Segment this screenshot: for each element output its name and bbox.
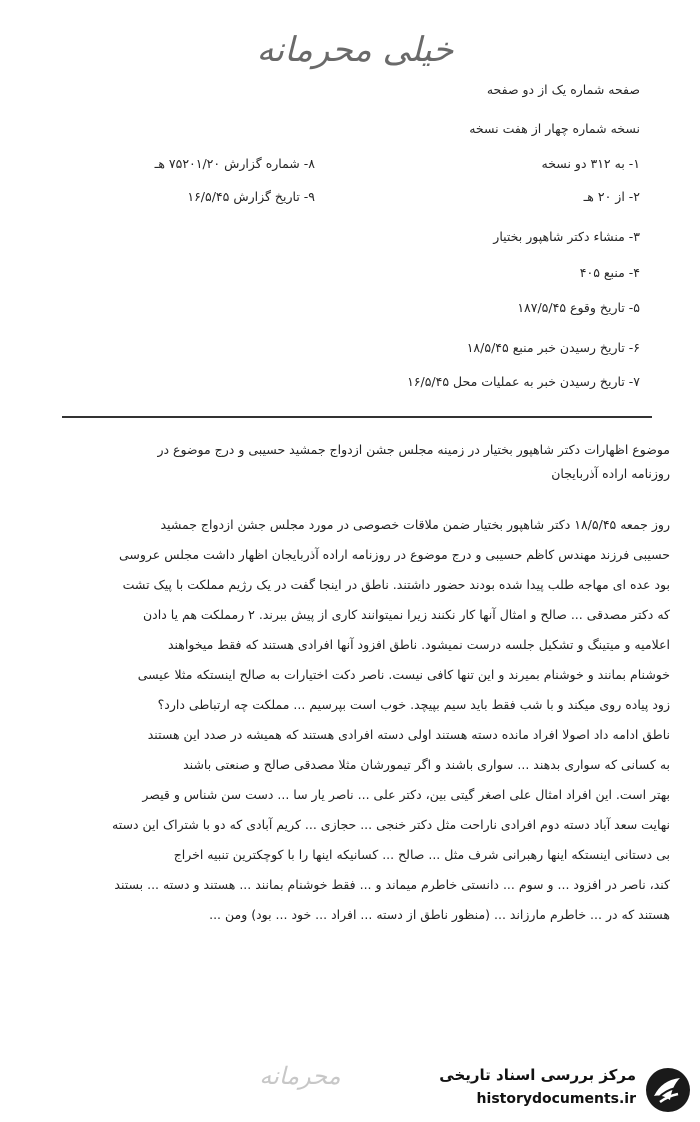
page-number-line: صفحه شماره یک از دو صفحه <box>486 82 640 97</box>
header-item-2: ۲- از ۲۰ هـ <box>583 189 640 204</box>
header-item-1: ۱- به ۳۱۲ دو نسخه <box>541 156 640 171</box>
body-line: خوشنام بمانند و خوشنام بمیرند و این تنها کافی نیست. ناصر دکت اختیارات به صالح اینستکه مثلا عیسی <box>137 667 670 682</box>
body-line: به کسانی که سواری بدهند ... سواری باشند و اگر تیمورشان مثلا مصدقی صالح و صنعتی باشند <box>183 757 670 772</box>
footer-stamp: محرمانه <box>259 1062 341 1090</box>
body-line: زود پیاده روی میکند و با شب فقط باید سیم بپیچد. خوب است بپرسیم ... مملکت چه ارتباطی دارد؟ <box>157 697 670 712</box>
body-line: بی دستانی اینستکه اینها رهبرانی شرف مثل ... صالح ... کسانیکه اینها را با کوچکترین تنبیه اخراج <box>173 847 670 862</box>
subject-line: موضوع اظهارات دکتر شاهپور بختیار در زمینه مجلس جشن ازدواج جمشید حسیبی و درج موضوع در <box>157 442 670 457</box>
book-scroll-icon <box>642 1066 694 1114</box>
body-line: روز جمعه ۱۸/۵/۴۵ دکتر شاهپور بختیار ضمن ملاقات خصوصی در مورد مجلس جشن ازدواج جمشید <box>160 517 670 532</box>
report-body <box>60 438 670 930</box>
body-line: کند، ناصر در افزود ... و سوم ... دانستی خاطرم میماند و ... فقط خوشنام بمانند ... هستند و دسته ... بستند <box>114 877 670 892</box>
body-line: اعلامیه و میتینگ و تشکیل جلسه درست نمیشود. ناطق افزود آنها افرادی هستند که فقط میخواهند <box>167 637 670 652</box>
logo-name: مرکز بررسی اسناد تاریخی <box>439 1066 636 1084</box>
body-line: بهتر است. این افراد امثال علی اصغر گیتی بین، دکتر علی ... ناصر یار سا ... دست سن شناس و قیصر <box>142 787 670 802</box>
header-item-6: ۶- تاریخ رسیدن خبر منبع ۱۸/۵/۴۵ <box>466 340 640 355</box>
report-number: ۸- شماره گزارش ۷۵۲۰۱/۲۰ هـ <box>154 156 315 171</box>
header-item-7: ۷- تاریخ رسیدن خبر به عملیات محل ۱۶/۵/۴۵ <box>407 374 640 389</box>
header-item-4: ۴- منبع ۴۰۵ <box>579 265 640 280</box>
header-item-3: ۳- منشاء دکتر شاهپور بختیار <box>493 229 640 244</box>
body-line: ناطق ادامه داد اصولا افراد مانده دسته هستند اولی دسته افرادی هستند که همیشه در صدد این هستند <box>147 727 670 742</box>
header-item-5: ۵- تاریخ وقوع ۱۸۷/۵/۴۵ <box>517 300 640 315</box>
watermark-logo <box>414 1064 694 1116</box>
body-line: نهایت سعد آباد دسته دوم افرادی ناراحت مثل دکتر خنجی ... حجازی ... کریم آبادی که دو با شتراک این دسته <box>112 817 670 832</box>
body-line: بود عده ای مهاجه طلب پیدا شده بودند حضور داشتند. ناطق در اینجا گفت در یک رژیم مملکت با پیک تشت <box>122 577 670 592</box>
body-line: حسیبی فرزند مهندس کاظم حسیبی و درج موضوع در روزنامه اراده آذربایجان اظهار داشت مجلس عروسی <box>118 547 670 562</box>
subject-line: روزنامه اراده آذربایجان <box>551 466 670 481</box>
body-line: که دکتر مصدقی ... صالح و امثال آنها کار نکنند زیرا نمیتوانند کاری از پیش ببرند. ۲ رمملکت هم یا دادن <box>143 607 670 622</box>
separator-line <box>62 416 652 418</box>
body-line: هستند که در ... خاطرم مارزاند ... (منظور ناطق از دسته ... افراد ... خود ... بود) ومن ... <box>209 907 670 922</box>
subject-paragraph <box>60 438 670 486</box>
copy-number-line: نسخه شماره چهار از هفت نسخه <box>469 121 640 136</box>
report-date: ۹- تاریخ گزارش ۱۶/۵/۴۵ <box>187 189 315 204</box>
classification-stamp: خیلی محرمانه <box>256 30 454 70</box>
logo-url: historydocuments.ir <box>476 1091 636 1107</box>
